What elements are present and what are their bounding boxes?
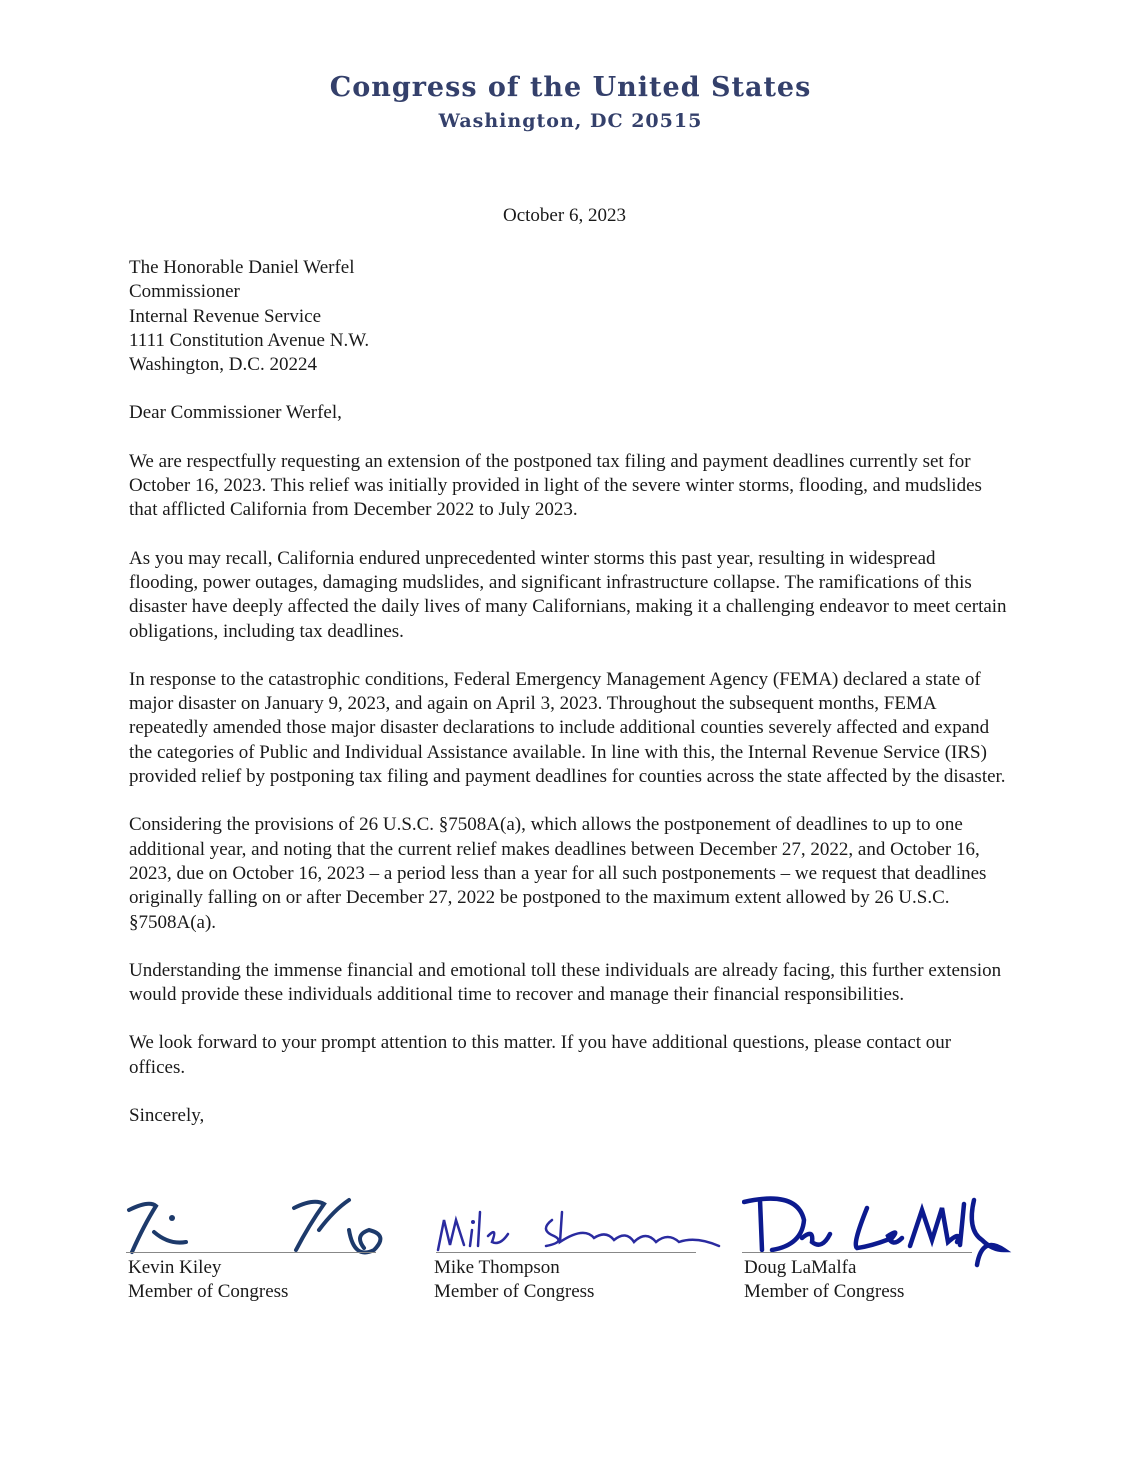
paragraph: We are respectfully requesting an extension of the postponed tax filing and payment deadlines currently set for October 16, 2023. This relief was initially provided in light of the severe winter storms, flooding, and mudslides that afflicted California from December 2022 to July 2023. xyxy=(129,450,982,521)
letterhead-subtitle: Washington, DC 20515 xyxy=(438,110,703,132)
signature-kevin-kiley xyxy=(124,1190,404,1260)
paragraph: Understanding the immense financial and emotional toll these individuals are already facing, this further extension would provide these individuals additional time to recover and manage their financial responsibilities. xyxy=(129,959,1002,1006)
salutation: Dear Commissioner Werfel, xyxy=(129,402,342,424)
letterhead xyxy=(0,70,1141,136)
paragraph: As you may recall, California endured unprecedented winter storms this past year, resulting in widespread flooding, power outages, damaging mudslides, and significant infrastructure collapse. The ramifications of this disaster have deeply affected the daily lives of many Californians, making it a challenging endeavor to meet certain obligations, including tax deadlines. xyxy=(129,547,1007,642)
signatory-name: Doug LaMalfa xyxy=(744,1257,857,1278)
signature-block xyxy=(0,1190,1141,1310)
signature-line xyxy=(742,1252,972,1253)
signatory-name: Mike Thompson xyxy=(434,1257,560,1278)
signatory-title: Member of Congress xyxy=(128,1281,289,1302)
letter-body xyxy=(129,256,1009,1128)
recipient-title: Commissioner xyxy=(129,281,240,303)
signature-mike-thompson xyxy=(434,1190,734,1260)
paragraph: Considering the provisions of 26 U.S.C. §7508A(a), which allows the postponement of deadlines to up to one additional year, and noting that the current relief makes deadlines between December 27, 2022, and October 16, 2023, due on October 16, 2023 – a period less than a year for all such postponements – we request that deadlines originally falling on or after December 27, 2022 be postponed to the maximum extent allowed by 26 U.S.C. §7508A(a). xyxy=(129,814,987,933)
signature-line xyxy=(436,1252,696,1253)
recipient-city: Washington, D.C. 20224 xyxy=(129,354,317,376)
recipient-address xyxy=(129,256,1009,377)
recipient-agency: Internal Revenue Service xyxy=(129,305,322,327)
paragraph: We look forward to your prompt attention to this matter. If you have additional questions, please contact our offices. xyxy=(129,1032,952,1078)
signatory-title: Member of Congress xyxy=(744,1281,905,1302)
letter-date: October 6, 2023 xyxy=(503,205,626,226)
signatory-name: Kevin Kiley xyxy=(128,1257,222,1278)
recipient-street: 1111 Constitution Avenue N.W. xyxy=(129,329,370,351)
letterhead-title: Congress of the United States xyxy=(329,72,812,103)
closing: Sincerely, xyxy=(129,1105,205,1127)
recipient-name: The Honorable Daniel Werfel xyxy=(129,257,355,278)
signatory-title: Member of Congress xyxy=(434,1281,595,1302)
signature-line xyxy=(126,1252,376,1253)
paragraph: In response to the catastrophic conditions, Federal Emergency Management Agency (FEMA) declared a state of major disaster on January 9, 2023, and again on April 3, 2023. Throughout the subsequent months, FEMA repeatedly amended those major disaster declarations to include additional counties severely affected and expand the categories of Public and Individual Assistance available. In line with this, the Internal Revenue Service (IRS) provided relief by postponing tax filing and payment deadlines for counties across the state affected by the disaster. xyxy=(129,668,1006,788)
